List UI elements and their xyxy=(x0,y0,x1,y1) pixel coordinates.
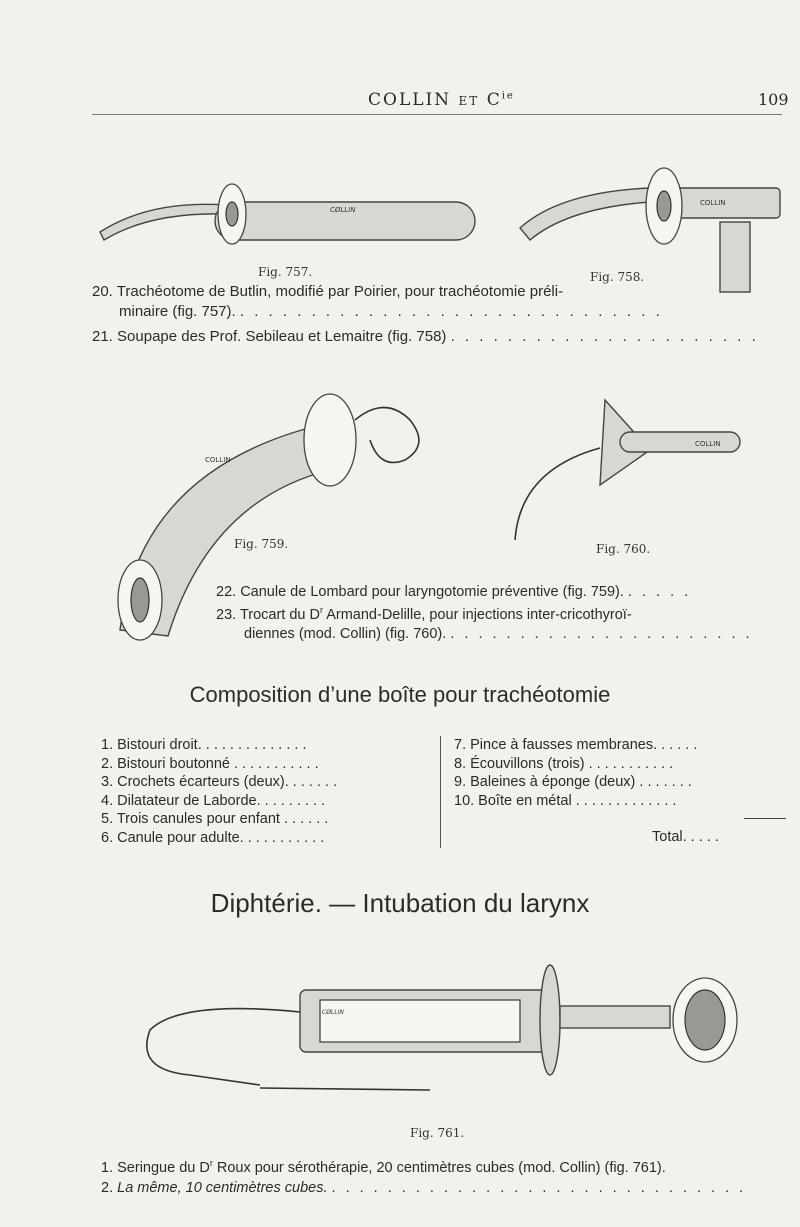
item-22: 22. Canule de Lombard pour laryngotomie préventive (fig. 759). . . . . . xyxy=(216,584,692,600)
item-21: 21. Soupape des Prof. Sebileau et Lemaitre (fig. 758) . . . . . . . . . . . . . . . . . . . . . . xyxy=(92,328,759,345)
stamp-760: COLLIN xyxy=(695,440,721,448)
list-item: 9. Baleines à éponge (deux) . . . . . . . xyxy=(454,774,692,791)
diphterie-title: Diphtérie. — Intubation du larynx xyxy=(210,888,590,918)
list-item: 6. Canule pour adulte. . . . . . . . . . . xyxy=(101,829,325,846)
caption-fig-760: Fig. 760. xyxy=(596,542,651,556)
caption-fig-761: Fig. 761. xyxy=(410,1126,465,1140)
total-rule xyxy=(744,818,786,819)
item-1: 1. Seringue du $D^r$ Roux pour sérothérapie, 20 centimètres cubes (mod. Collin) (fig. 761). xyxy=(101,1158,666,1176)
item-2: 2. La même, 10 centimètres cubes. . . . . . . . . . . . . . . . . . . . . . . . . . . . . . . xyxy=(101,1180,747,1196)
list-item: 10. Boîte en métal . . . . . . . . . . . . . xyxy=(454,792,677,809)
soupape-illustration xyxy=(520,168,780,292)
list-item: 7. Pince à fausses membranes. . . . . . xyxy=(454,737,698,753)
stamp-761: CØLLIN xyxy=(322,1009,344,1016)
list-item: 3. Crochets écarteurs (deux). . . . . . . xyxy=(101,774,338,791)
list-item: 1. Bistouri droit. . . . . . . . . . . . . . xyxy=(101,737,307,753)
list-item: 2. Bistouri boutonné . . . . . . . . . . . xyxy=(101,755,319,772)
composition-title: Composition d’une boîte pour trachéotomie xyxy=(189,682,611,707)
page-number: 109 xyxy=(758,90,789,109)
list-item: 5. Trois canules pour enfant . . . . . . xyxy=(101,811,329,828)
seringue-illustration xyxy=(147,965,737,1090)
stamp-757: CØLLIN xyxy=(330,206,356,214)
item-23-cont: diennes (mod. Collin) (fig. 760). . . . . . . . . . . . . . . . . . . . . . . xyxy=(244,626,753,642)
caption-fig-759: Fig. 759. xyxy=(234,537,289,551)
caption-fig-757: Fig. 757. xyxy=(258,265,313,279)
column-divider xyxy=(440,736,441,848)
stamp-759: COLLIN xyxy=(205,456,231,464)
list-item: 8. Écouvillons (trois) . . . . . . . . . . . xyxy=(454,755,674,772)
canule-illustration xyxy=(118,394,419,640)
item-20-cont: minaire (fig. 757). . . . . . . . . . . . . . . . . . . . . . . . . . . . . . . xyxy=(119,303,663,320)
composition-right-list xyxy=(454,736,697,810)
stamp-758: COLLIN xyxy=(700,199,726,207)
trocart-illustration xyxy=(515,400,740,540)
tracheotome-illustration xyxy=(100,184,475,244)
total-label: Total. . . . . xyxy=(652,829,719,845)
item-20: 20. Trachéotome de Butlin, modifié par Poirier, pour trachéotomie préli- xyxy=(92,283,564,300)
caption-fig-758: Fig. 758. xyxy=(590,270,645,284)
list-item: 4. Dilatateur de Laborde. . . . . . . . . xyxy=(101,792,326,809)
composition-left-list xyxy=(101,736,337,848)
item-23: 23. Trocart du $D^r$ Armand-Delille, pour injections inter-cricothyroï- xyxy=(216,605,632,623)
running-header: COLLIN ET $C^{ie}$ xyxy=(368,90,515,110)
